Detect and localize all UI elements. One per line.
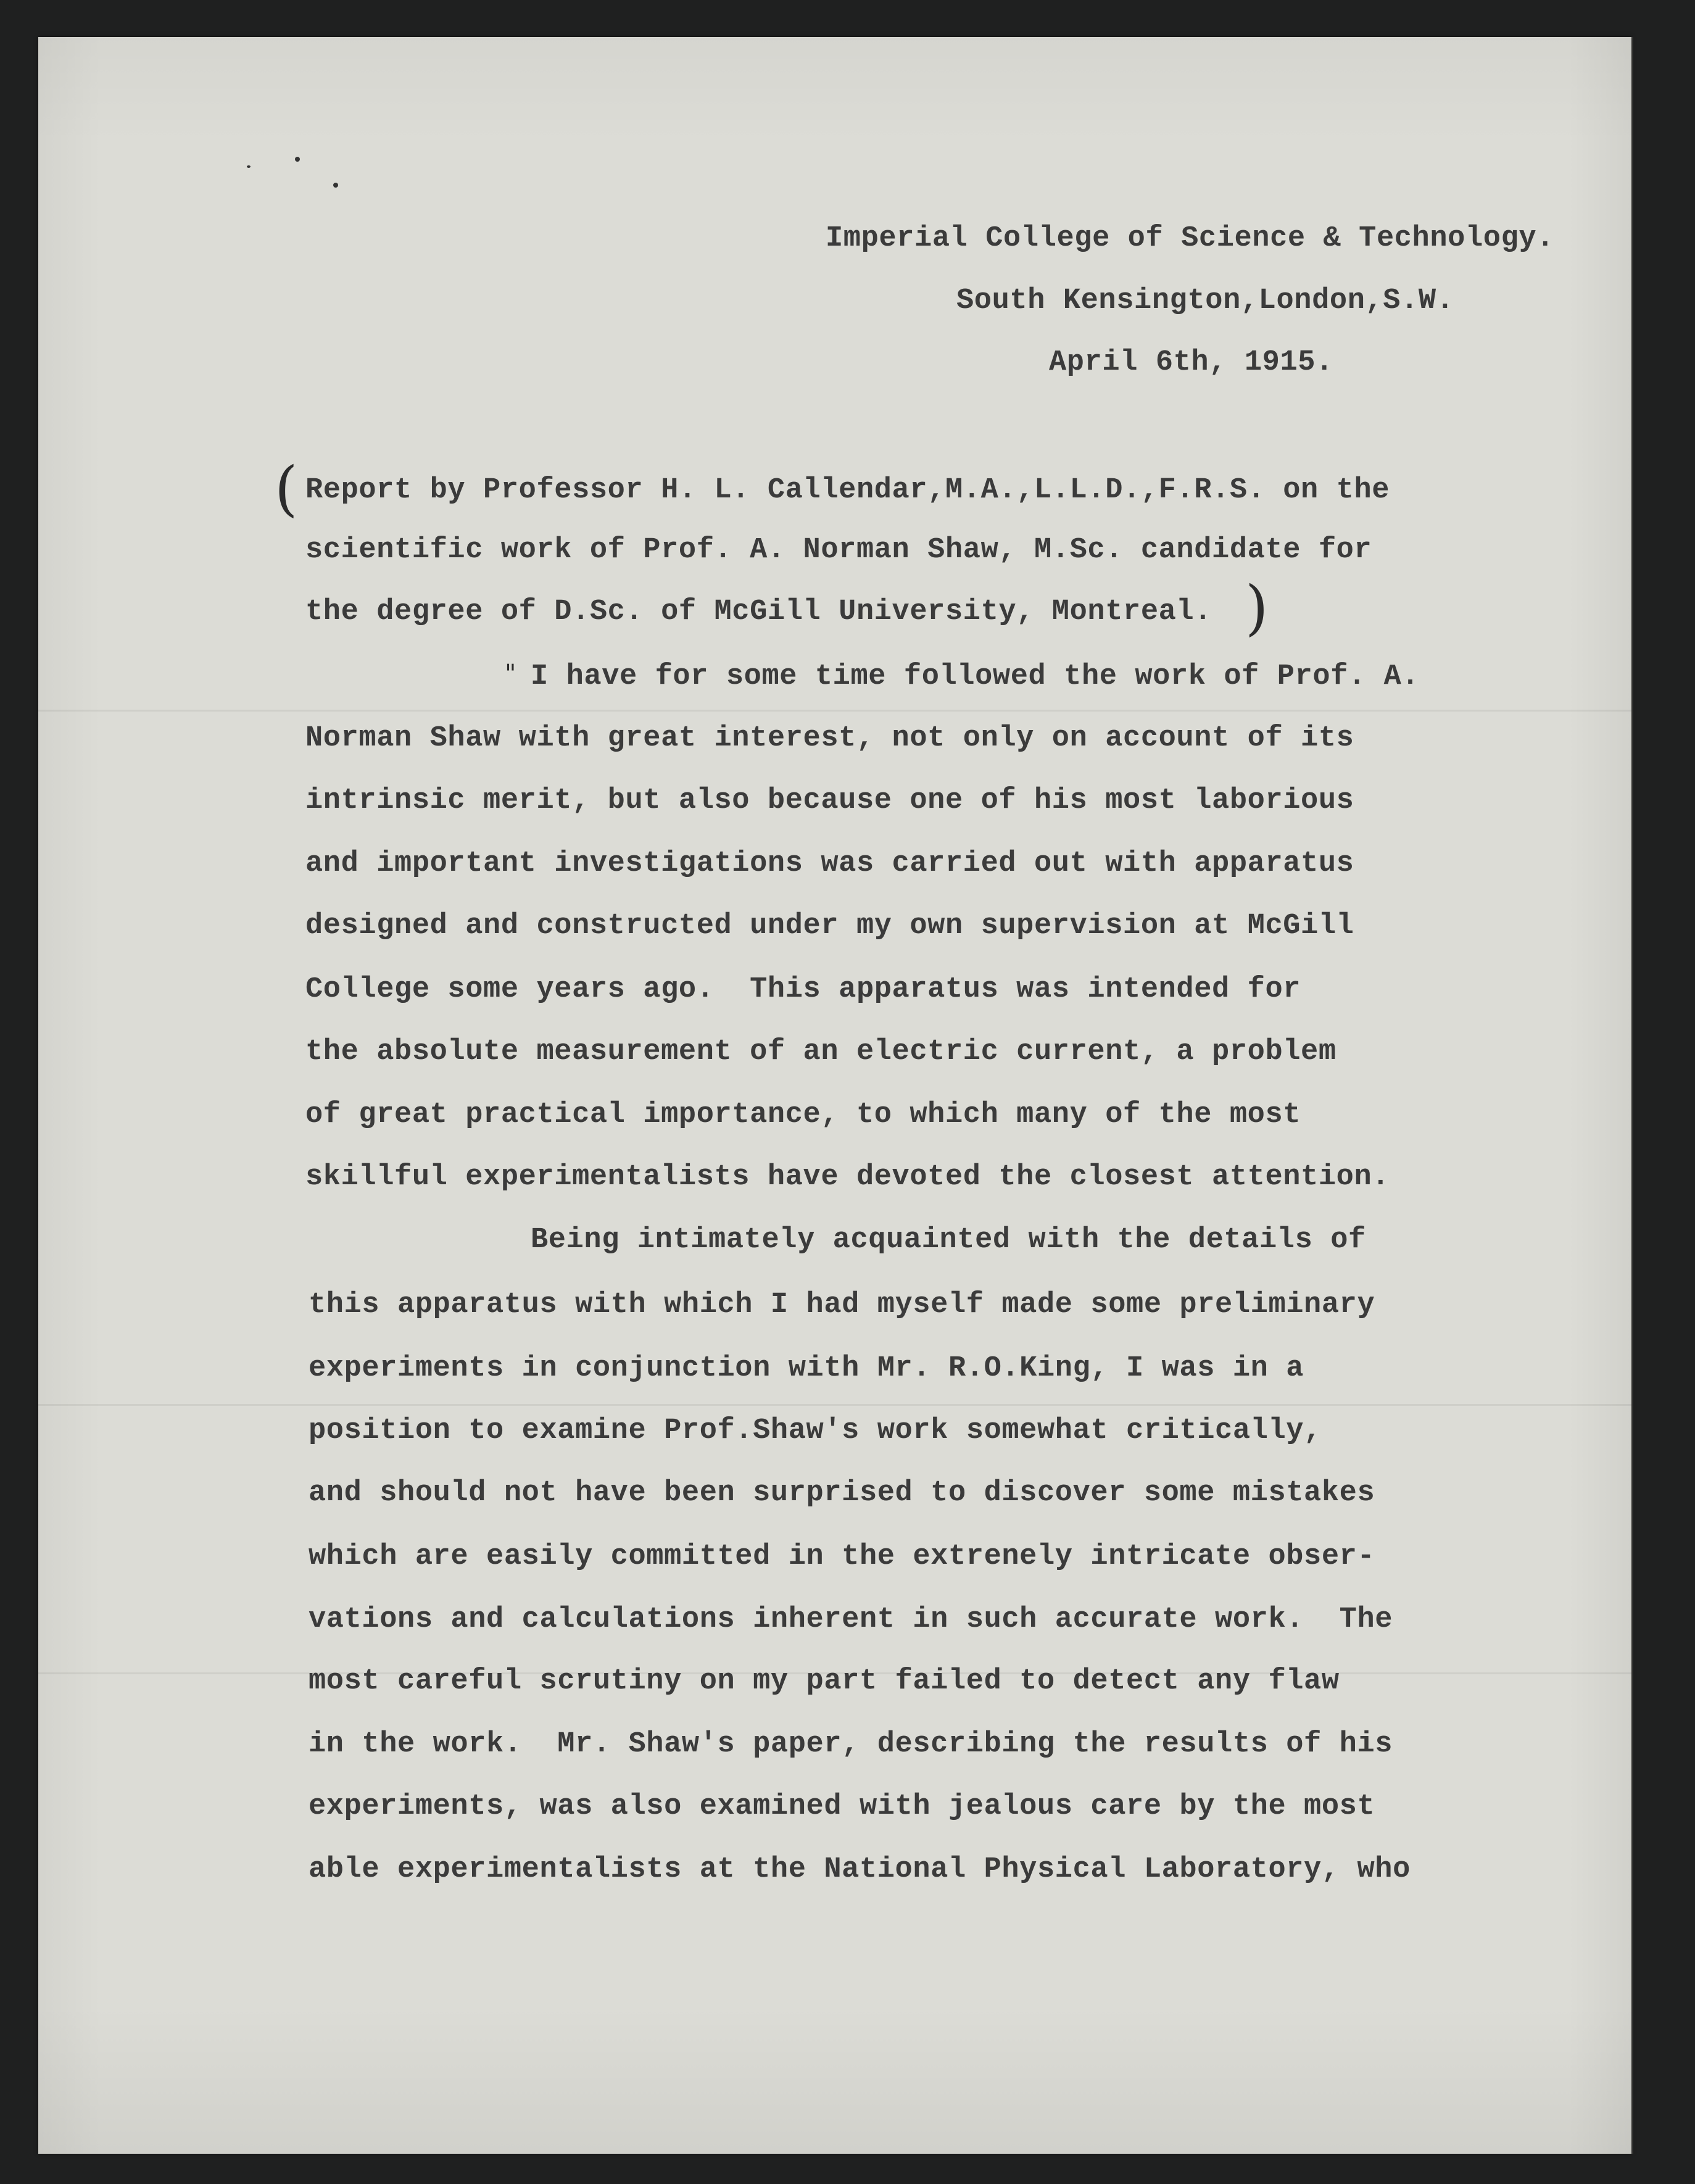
- ink-speck: [295, 157, 300, 162]
- body-line: I have for some time followed the work of Prof. A.: [531, 660, 1420, 693]
- body-line: Being intimately acquainted with the details of: [531, 1224, 1366, 1256]
- body-line: and important investigations was carried out with apparatus: [305, 847, 1354, 880]
- letterhead-address: South Kensington,London,S.W.: [956, 284, 1454, 317]
- intro-line: Report by Professor H. L. Callendar,M.A.,L.L.D.,F.R.S. on the: [305, 474, 1390, 507]
- body-line: designed and constructed under my own supervision at McGill: [305, 910, 1354, 942]
- intro-line: the degree of D.Sc. of McGill University, Montreal.: [305, 596, 1212, 628]
- body-line: and should not have been surprised to discover some mistakes: [309, 1477, 1375, 1509]
- body-line: College some years ago. This apparatus was intended for: [305, 973, 1301, 1006]
- body-line: intrinsic merit, but also because one of his most laborious: [305, 784, 1354, 817]
- body-line: of great practical importance, to which many of the most: [305, 1098, 1301, 1131]
- body-line: skillful experimentalists have devoted the closest attention.: [305, 1161, 1390, 1194]
- body-line: the absolute measurement of an electric current, a problem: [305, 1036, 1337, 1068]
- letterhead-institution: Imperial College of Science & Technology.: [826, 222, 1554, 255]
- intro-line: scientific work of Prof. A. Norman Shaw, M.Sc. candidate for: [305, 534, 1372, 567]
- body-line: experiments in conjunction with Mr. R.O.King, I was in a: [309, 1352, 1304, 1385]
- body-line: Norman Shaw with great interest, not only on account of its: [305, 722, 1354, 755]
- body-line: position to examine Prof.Shaw's work somewhat critically,: [309, 1414, 1322, 1447]
- letter-date: April 6th, 1915.: [1049, 346, 1333, 379]
- body-line: this apparatus with which I had myself made some preliminary: [309, 1289, 1375, 1321]
- handwritten-close-bracket: ): [1245, 573, 1269, 642]
- letter-page: [38, 37, 1631, 2154]
- body-line: most careful scrutiny on my part failed to detect any flaw: [309, 1665, 1340, 1698]
- ink-speck: [247, 165, 251, 168]
- ink-speck: [333, 183, 338, 188]
- body-line: experiments, was also examined with jealous care by the most: [309, 1790, 1375, 1823]
- handwritten-open-quote: ": [505, 660, 516, 688]
- paper-fold: [38, 710, 1631, 712]
- body-line: which are easily committed in the extrenely intricate obser-: [309, 1540, 1375, 1573]
- body-line: vations and calculations inherent in such accurate work. The: [309, 1603, 1393, 1636]
- handwritten-open-bracket: (: [275, 454, 298, 523]
- body-line: in the work. Mr. Shaw's paper, describing the results of his: [309, 1728, 1393, 1761]
- paper-fold: [38, 1404, 1631, 1406]
- body-line: able experimentalists at the National Physical Laboratory, who: [309, 1853, 1411, 1886]
